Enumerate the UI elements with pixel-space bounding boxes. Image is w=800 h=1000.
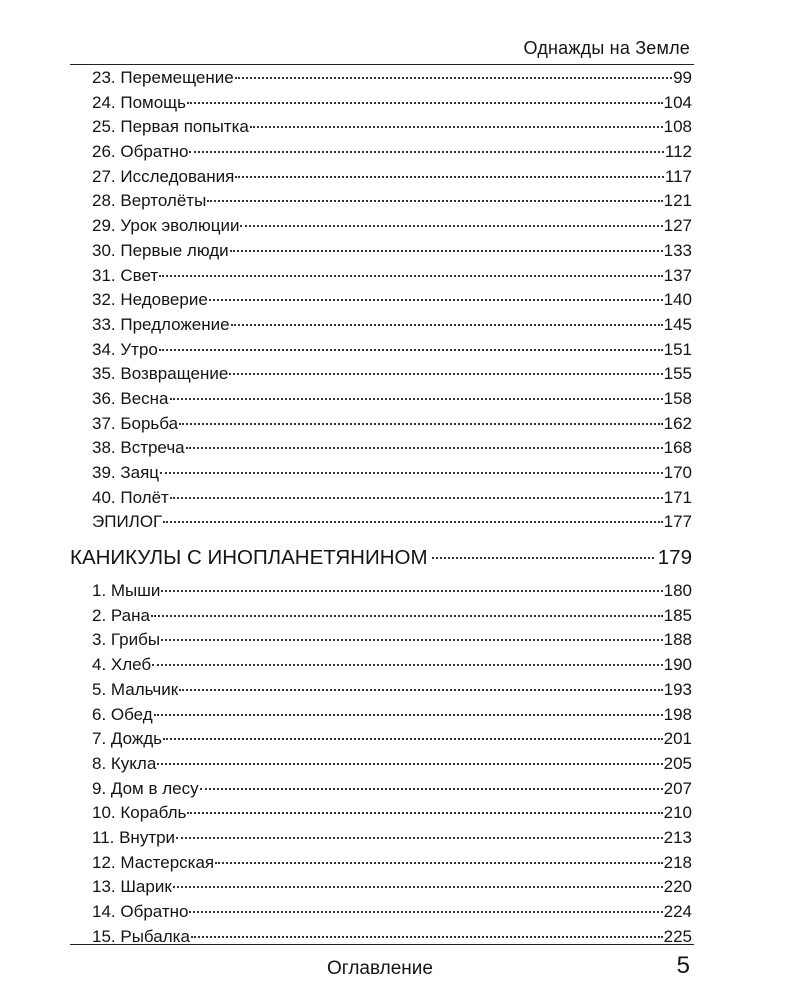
toc-entry-title: 28. Вертолёты <box>92 191 207 211</box>
toc-entry-title: 35. Возвращение <box>92 364 229 384</box>
toc-entry-title: 3. Грибы <box>92 630 161 650</box>
toc-entry-page: 210 <box>663 803 692 823</box>
toc-entry <box>70 875 692 900</box>
toc-entry <box>70 288 692 313</box>
toc-entry-title: 25. Первая попытка <box>92 117 249 137</box>
dot-leader <box>187 812 662 814</box>
toc-part-1 <box>70 66 692 535</box>
toc-entry <box>70 165 692 190</box>
toc-entry-title: 11. Внутри <box>92 827 176 847</box>
toc-entry-title: 24. Помощь <box>92 92 187 112</box>
toc-entry-page: 137 <box>663 265 692 285</box>
toc-entry-page: 205 <box>663 753 692 773</box>
toc-entry-title: 13. Шарик <box>92 877 172 897</box>
running-head: Однажды на Земле <box>523 38 690 58</box>
toc-entry <box>70 801 692 826</box>
toc-entry-title: 40. Полёт <box>92 487 169 507</box>
dot-leader <box>191 936 663 938</box>
dot-leader <box>240 225 662 227</box>
toc-entry-page: 108 <box>663 117 692 137</box>
dot-leader <box>151 615 663 617</box>
toc-entry-page: 190 <box>663 655 692 675</box>
dot-leader <box>207 200 662 202</box>
toc-entry <box>70 851 692 876</box>
toc-entry <box>70 461 692 486</box>
toc-entry-page: 225 <box>663 926 692 946</box>
toc-entry <box>70 579 692 604</box>
toc-entry <box>70 436 692 461</box>
toc-entry-title: 39. Заяц <box>92 463 160 482</box>
toc-entry <box>70 91 692 116</box>
toc-entry-page: 218 <box>663 852 692 872</box>
dot-leader <box>231 324 663 326</box>
toc-entry-page: 224 <box>663 902 692 921</box>
toc-entry-title: 6. Обед <box>92 704 153 724</box>
toc-entry <box>70 727 692 752</box>
dot-leader <box>170 497 663 499</box>
toc-entry-page: 140 <box>663 290 692 310</box>
toc-entry <box>70 777 692 802</box>
toc-entry-title: 23. Перемещение <box>92 68 234 87</box>
toc-entry-title: 9. Дом в лесу <box>92 778 199 798</box>
dot-leader <box>432 557 654 559</box>
toc-entry <box>70 628 692 653</box>
toc-entry-title: 8. Кукла <box>92 753 157 773</box>
section-title: КАНИКУЛЫ С ИНОПЛАНЕТЯНИНОМ <box>70 546 428 570</box>
toc-entry-title: 12. Мастерская <box>92 852 215 872</box>
dot-leader <box>170 398 663 400</box>
toc-entry <box>70 313 692 338</box>
toc-entry <box>70 66 692 91</box>
toc-entry-page: 188 <box>663 630 692 650</box>
toc-entry-page: 145 <box>663 314 692 334</box>
toc-entry <box>70 387 692 412</box>
toc-entry <box>70 214 692 239</box>
dot-leader <box>186 447 663 449</box>
toc-entry-title: 2. Рана <box>92 605 150 625</box>
toc-entry-page: 177 <box>663 512 692 532</box>
toc-entry <box>70 189 692 214</box>
toc-entry <box>70 264 692 289</box>
toc-entry-title: ЭПИЛОГ <box>92 512 163 532</box>
toc-entry-title: 27. Исследования <box>92 166 235 186</box>
dot-leader <box>187 102 663 104</box>
toc-entry-page: 185 <box>663 605 692 625</box>
dot-leader <box>189 911 662 913</box>
toc-entry-page: 162 <box>663 413 692 433</box>
page-number: 5 <box>676 952 690 979</box>
toc-entry <box>70 752 692 777</box>
toc-entry-page: 168 <box>663 438 692 458</box>
section-page: 179 <box>657 546 692 570</box>
table-of-contents <box>70 66 692 949</box>
toc-entry-page: 207 <box>663 778 692 798</box>
toc-entry <box>70 653 692 678</box>
toc-entry-page: 180 <box>663 581 692 601</box>
toc-entry-page: 201 <box>663 729 692 749</box>
dot-leader <box>250 126 663 128</box>
dot-leader <box>163 521 662 523</box>
toc-entry-title: 31. Свет <box>92 265 159 285</box>
toc-entry-title: 33. Предложение <box>92 314 230 334</box>
toc-entry <box>70 826 692 851</box>
toc-entry-page: 220 <box>663 877 692 897</box>
toc-entry-page: 213 <box>663 827 692 847</box>
footer-title: Оглавление <box>327 958 433 979</box>
toc-entry <box>70 140 692 165</box>
toc-entry <box>70 115 692 140</box>
dot-leader <box>179 689 662 691</box>
dot-leader <box>189 151 663 153</box>
dot-leader <box>235 77 672 79</box>
dot-leader <box>229 373 662 375</box>
toc-entry-page: 170 <box>663 463 692 482</box>
toc-entry-title: 32. Недоверие <box>92 290 208 310</box>
dot-leader <box>235 176 664 178</box>
toc-entry-title: 5. Мальчик <box>92 679 179 699</box>
toc-entry-page: 117 <box>664 166 692 186</box>
toc-entry <box>70 362 692 387</box>
toc-entry-page: 104 <box>663 92 692 112</box>
toc-entry-title: 29. Урок эволюции <box>92 216 240 236</box>
toc-entry-title: 37. Борьба <box>92 413 179 433</box>
dot-leader <box>154 714 663 716</box>
toc-entry-page: 121 <box>663 191 692 211</box>
section-heading <box>70 537 692 579</box>
toc-entry <box>70 239 692 264</box>
toc-entry-title: 30. Первые люди <box>92 240 229 260</box>
toc-entry-title: 36. Весна <box>92 388 169 408</box>
toc-entry-title: 26. Обратно <box>92 142 189 162</box>
dot-leader <box>157 763 662 765</box>
toc-entry <box>70 604 692 629</box>
toc-entry-page: 133 <box>663 240 692 260</box>
dot-leader <box>161 639 663 641</box>
dot-leader <box>209 299 663 301</box>
dot-leader <box>152 664 662 666</box>
toc-entry-title: 10. Корабль <box>92 803 187 823</box>
toc-entry <box>70 678 692 703</box>
dot-leader <box>159 349 663 351</box>
header-rule <box>70 64 694 65</box>
toc-part-2 <box>70 579 692 949</box>
toc-entry-page: 158 <box>663 388 692 408</box>
toc-entry-title: 14. Обратно <box>92 902 189 921</box>
dot-leader <box>173 886 663 888</box>
dot-leader <box>159 275 662 277</box>
dot-leader <box>179 423 663 425</box>
toc-entry-page: 151 <box>663 339 692 359</box>
toc-entry <box>70 338 692 363</box>
toc-entry-page: 99 <box>673 68 692 87</box>
toc-entry-title: 38. Встреча <box>92 438 185 458</box>
dot-leader <box>176 837 663 839</box>
dot-leader <box>215 862 662 864</box>
toc-entry-title: 34. Утро <box>92 339 158 359</box>
footer-rule <box>70 944 694 945</box>
toc-entry-title: 1. Мыши <box>92 581 161 601</box>
toc-entry <box>70 703 692 728</box>
toc-entry <box>70 900 692 925</box>
toc-entry-page: 112 <box>664 142 692 162</box>
toc-entry-title: 7. Дождь <box>92 729 163 749</box>
dot-leader <box>230 250 663 252</box>
dot-leader <box>160 472 663 474</box>
toc-entry-page: 155 <box>663 364 692 384</box>
toc-entry-title: 15. Рыбалка <box>92 926 190 946</box>
dot-leader <box>200 788 663 790</box>
toc-entry <box>70 412 692 437</box>
toc-entry <box>70 925 692 950</box>
toc-entry-title: 4. Хлеб <box>92 655 152 675</box>
toc-entry <box>70 510 692 535</box>
toc-entry-page: 127 <box>663 216 692 236</box>
dot-leader <box>163 738 663 740</box>
toc-entry-page: 198 <box>663 704 692 724</box>
toc-entry-page: 171 <box>663 487 692 507</box>
dot-leader <box>161 590 662 592</box>
toc-entry-page: 193 <box>663 679 692 699</box>
toc-entry <box>70 486 692 511</box>
